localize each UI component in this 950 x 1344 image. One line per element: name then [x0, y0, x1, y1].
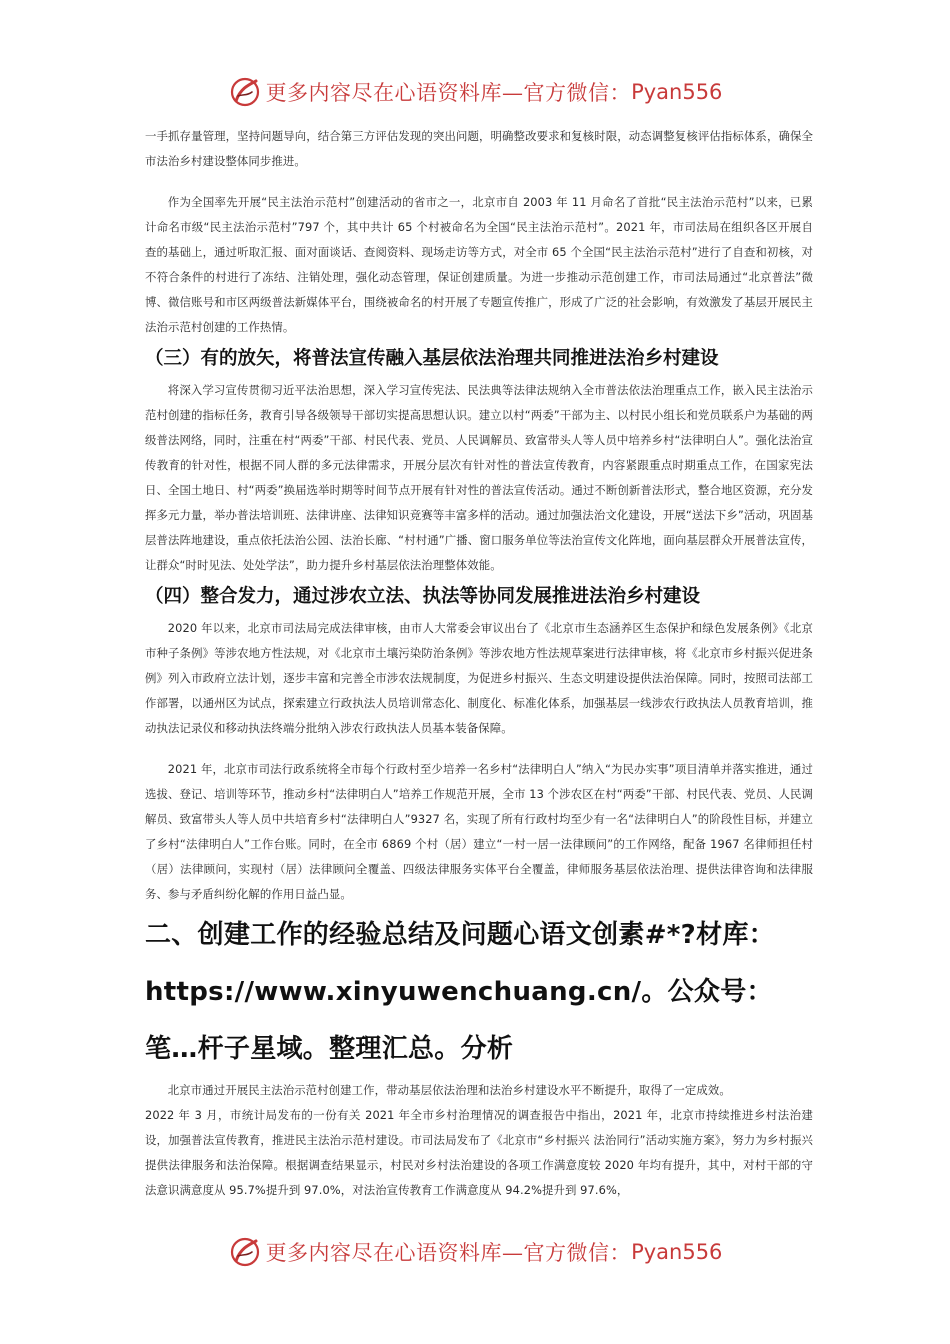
banner-text: 更多内容尽在心语资料库—官方微信：	[265, 1241, 632, 1265]
header-banner	[0, 72, 950, 112]
brand-logo-icon	[228, 75, 262, 109]
paragraph: 2021 年，北京市司法行政系统将全市每个行政村至少培养一名乡村“法律明白人”纳入“为民办实事”项目清单并落实推进，通过选拔、登记、培训等环节，推动乡村“法律明白人”培养工作规范开展，全市 13 个涉农区在村“两委”干部、村民代表、党员、人民调解员、致富带头人等人员中共培育乡村“法律明白人”9327 名，实现了所有行政村均至少有一名“法律明白人”的阶段性目标，并建立了乡村“法律明白人”工作台账。同时，在全市 6869 个村（居）建立“一村一居一法律顾问”的工作网络，配备 1967 名律师担任村（居）法律顾问，实现村（居）法律顾问全覆盖、四级法律服务实体平台全覆盖，律师服务基层依法治理、提供法律咨询和法律服务、参与矛盾纠纷化解的作用日益凸显。	[145, 762, 813, 901]
paragraph: 将深入学习宣传贯彻习近平法治思想，深入学习宣传宪法、民法典等法律法规纳入全市普法依法治理重点工作，嵌入民主法治示范村创建的指标任务，教育引导各级领导干部切实提高思想认识。建立以村“两委”干部为主、以村民小组长和党员联系户为基础的两级普法网络，同时，注重在村“两委”干部、村民代表、党员、人民调解员、致富带头人等人员中培养乡村“法律明白人”。强化法治宣传教育的针对性，根据不同人群的多元法律需求，开展分层次有针对性的普法宣传教育，内容紧跟重点时期重点工作，在国家宪法日、全国土地日、村“两委”换届选举时期等时间节点开展有针对性的普法宣传活动。通过不断创新普法形式，整合地区资源，充分发挥多元力量，举办普法培训班、法律讲座、法律知识竞赛等丰富多样的活动。通过加强法治文化建设，开展“送法下乡”活动，巩固基层普法阵地建设，重点依托法治公园、法治长廊、“村村通”广播、窗口服务单位等法治宣传文化阵地，面向基层群众开展普法宣传，让群众“时时见法、处处学法”，助力提升乡村基层依法治理整体效能。	[145, 383, 813, 572]
banner-wechat-id: Pyan556	[631, 80, 723, 104]
paragraph: 一手抓存量管理，坚持问题导向，结合第三方评估发现的突出问题，明确整改要求和复核时限，动态调整复核评估指标体系，确保全市法治乡村建设整体同步推进。	[145, 129, 813, 168]
brand-logo-icon	[228, 1235, 262, 1269]
section-heading-4: （四）整合发力，通过涉农立法、执法等协同发展推进法治乡村建设	[145, 586, 701, 607]
chapter-heading-line-2: https://www.xinyuwenchuang.cn/。公众号：	[145, 977, 773, 1007]
document-body	[145, 124, 813, 1203]
paragraph: 2022 年 3 月，市统计局发布的一份有关 2021 年全市乡村治理情况的调查报告中指出，2021 年，北京市持续推进乡村法治建设，加强普法宣传教育，推进民主法治示范村建设。市司法局发布了《北京市“乡村振兴 法治同行”活动实施方案》，努力为乡村振兴提供法律服务和法治保障。根据调查结果显示，村民对乡村法治建设的各项工作满意度较 2020 年均有提升，其中，对村干部的守法意识满意度从 95.7%提升到 97.0%，对法治宣传教育工作满意度从 94.2%提升到 97.6%，	[145, 1108, 813, 1197]
chapter-heading-line-1: 二、创建工作的经验总结及问题心语文创素#*?材库：	[145, 920, 775, 950]
banner-text: 更多内容尽在心语资料库—官方微信：	[265, 81, 632, 105]
chapter-heading-line-3: 笔…杆子星域。整理汇总。分析	[145, 1034, 514, 1064]
banner-wechat-id: Pyan556	[631, 1240, 723, 1264]
paragraph: 作为全国率先开展“民主法治示范村”创建活动的省市之一，北京市自 2003 年 11 月命名了首批“民主法治示范村”以来，已累计命名市级“民主法治示范村”797 个，其中共计 65 个村被命名为全国“民主法治示范村”。2021 年，市司法局在组织各区开展自查的基础上，通过听取汇报、面对面谈话、查阅资料、现场走访等方式，对全市 65 个全国“民主法治示范村”进行了自查和初核，对不符合条件的村进行了冻结、注销处理，强化动态管理，保证创建质量。为进一步推动示范创建工作，市司法局通过“北京普法”微博、微信账号和市区两级普法新媒体平台，围绕被命名的村开展了专题宣传推广，形成了广泛的社会影响，有效激发了基层开展民主法治示范村创建的工作热情。	[145, 195, 813, 334]
section-heading-3: （三）有的放矢，将普法宣传融入基层依法治理共同推进法治乡村建设	[145, 348, 719, 369]
paragraph: 2020 年以来，北京市司法局完成法律审核，由市人大常委会审议出台了《北京市生态涵养区生态保护和绿色发展条例》《北京市种子条例》等涉农地方性法规，对《北京市土壤污染防治条例》等涉农地方性法规草案进行法律审核，将《北京市乡村振兴促进条例》列入市政府立法计划，逐步丰富和完善全市涉农法规制度，为促进乡村振兴、生态文明建设提供法治保障。同时，按照司法部工作部署，以通州区为试点，探索建立行政执法人员培训常态化、制度化、标准化体系，加强基层一线涉农行政执法人员教育培训，推动执法记录仪和移动执法终端分批纳入涉农行政执法人员基本装备保障。	[145, 621, 813, 735]
footer-banner	[0, 1232, 950, 1272]
paragraph: 北京市通过开展民主法治示范村创建工作，带动基层依法治理和法治乡村建设水平不断提升，取得了一定成效。	[167, 1083, 731, 1097]
